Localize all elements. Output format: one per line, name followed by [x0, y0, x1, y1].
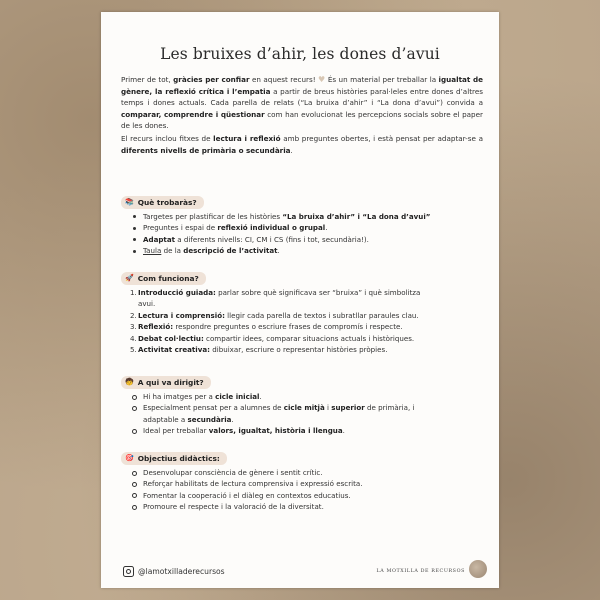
circle-list: [121, 391, 483, 437]
intro-text-run: .: [290, 145, 293, 155]
list-item: [121, 234, 483, 245]
instagram-label: @lamotxilladerecursos: [138, 567, 225, 576]
item-text: .: [342, 426, 345, 436]
section-heading-label: Objectius didàctics:: [137, 454, 220, 463]
item-number: 5.: [130, 345, 137, 355]
intro-text: [121, 74, 483, 157]
item-text: Ideal per treballar: [143, 426, 209, 436]
list-item: [121, 402, 483, 425]
section-com-funciona: [121, 265, 483, 355]
item-bold: valors, igualtat, història i llengua: [208, 426, 343, 436]
intro-text-run: És un material per treballar la: [325, 75, 439, 84]
children-icon: 🧒: [125, 378, 134, 386]
item-text: .: [277, 246, 280, 256]
item-bold: cicle inicial: [215, 392, 260, 401]
item-text: .: [325, 223, 328, 233]
brand-name: LA MOTXILLA DE RECURSOS: [376, 569, 465, 574]
item-bold: Adaptat: [143, 234, 176, 244]
item-text: de primària, i: [364, 403, 415, 413]
list-item: [121, 344, 483, 355]
target-icon: 🎯: [125, 454, 134, 462]
section-heading: [121, 452, 227, 465]
item-text: llegir cada parella de textos i subratllar paraules clau.: [224, 310, 419, 320]
item-bold: cicle mitjà: [283, 403, 325, 413]
section-que-trobaras: [121, 189, 483, 257]
books-icon: 📚: [125, 198, 134, 206]
rocket-icon: 🚀: [125, 274, 134, 282]
item-bold: Debat col·lectiu:: [138, 333, 204, 343]
heart-icon: ♥: [318, 75, 326, 84]
item-bold: Reflexió:: [138, 322, 174, 332]
list-item: [121, 287, 483, 310]
list-item: [121, 321, 483, 332]
list-item: [121, 211, 483, 222]
item-bold: descripció de l’activitat: [183, 246, 278, 256]
intro-text-run: en aquest recurs!: [249, 75, 319, 84]
item-bold: Activitat creativa:: [138, 345, 210, 355]
section-heading-label: A qui va dirigit?: [137, 378, 204, 387]
section-heading: [121, 196, 204, 209]
item-text: compartir idees, comparar situacions actuals i històriques.: [203, 333, 415, 343]
list-item: [121, 310, 483, 321]
intro-bold-run: comparar, comprendre i qüestionar: [121, 109, 265, 119]
list-item: [121, 425, 483, 436]
item-text: de la: [161, 246, 184, 256]
list-item: [121, 245, 483, 256]
intro-bold-run: diferents nivells de primària o secundària: [121, 145, 291, 155]
item-bold: superior: [331, 403, 365, 413]
section-a-qui-va-dirigit: [121, 369, 483, 437]
item-number: 4.: [130, 333, 137, 343]
circle-list: [121, 467, 483, 513]
item-text: i: [324, 403, 332, 413]
page-title: Les bruixes d’ahir, les dones d’avui: [160, 45, 440, 63]
item-text: Preguntes i espai de: [143, 223, 218, 233]
item-text: parlar sobre què significava ser “bruixa” i què simbolitza: [215, 288, 421, 297]
intro-text-run: a partir de breus històries paral·leles entre dones d’altres temps i dones actuals. Cada parella de relats (“La bruixa d’ahir” i “La dona d’avui”) convida a: [121, 86, 483, 108]
intro-text-run: Primer de tot,: [121, 75, 174, 84]
item-text: .: [231, 414, 234, 424]
item-number: 2.: [130, 310, 137, 320]
item-text: Hi ha imatges per a: [143, 392, 216, 401]
list-item: Promoure el respecte i la valoració de la diversitat.: [121, 501, 483, 512]
list-item: [121, 391, 483, 402]
item-text: a diferents nivells: CI, CM i CS (fins i tot, secundària!).: [175, 234, 369, 244]
section-heading: [121, 376, 211, 389]
brand-logo-icon: [469, 560, 487, 578]
item-text: adaptable a: [143, 414, 188, 424]
item-text: .: [259, 392, 262, 401]
item-underlined: Taula: [143, 246, 162, 256]
item-bold: “La bruixa d’ahir” i “La dona d’avui”: [282, 212, 431, 221]
section-objectius-didactics: [121, 445, 483, 513]
item-text: respondre preguntes o escriure frases de compromís i respecte.: [173, 322, 403, 332]
instagram-handle[interactable]: [123, 566, 225, 577]
item-bold: reflexió individual o grupal: [217, 223, 326, 233]
intro-bold-run: gràcies per confiar: [173, 75, 250, 84]
list-item: [121, 333, 483, 344]
list-item: Desenvolupar consciència de gènere i sentit crític.: [121, 467, 483, 478]
intro-text-run: El recurs inclou fitxes de: [121, 133, 214, 143]
document-page: [101, 12, 499, 588]
intro-paragraph-1: [121, 74, 483, 132]
bullet-list: [121, 211, 483, 257]
section-heading-label: Què trobaràs?: [137, 198, 197, 207]
intro-bold-run: igualtat de gènere, la reflexió crítica i l’empatia: [121, 75, 483, 96]
item-number: 3.: [130, 322, 137, 332]
intro-bold-run: lectura i reflexió: [213, 133, 281, 143]
item-text: Targetes per plastificar de les històries: [143, 212, 283, 221]
section-heading: [121, 272, 206, 285]
section-heading-label: Com funciona?: [137, 274, 199, 283]
item-bold: secundària: [187, 414, 232, 424]
list-item: Fomentar la cooperació i el diàleg en contextos educatius.: [121, 490, 483, 501]
instagram-icon: [123, 566, 134, 577]
item-text: Especialment pensat per a alumnes de: [143, 403, 284, 413]
list-item: Reforçar habilitats de lectura comprensiva i expressió escrita.: [121, 478, 483, 489]
intro-paragraph-2: [121, 133, 483, 156]
intro-text-run: com han evolucionat les percepcions socials sobre el paper de les dones.: [121, 109, 483, 131]
item-bold: Introducció guiada:: [138, 288, 216, 297]
item-text: dibuixar, escriure o representar històries pròpies.: [209, 345, 388, 355]
intro-text-run: amb preguntes obertes, i està pensat per adaptar-se a: [280, 133, 483, 143]
item-bold: Lectura i comprensió:: [138, 310, 225, 320]
item-text: avui.: [138, 299, 156, 309]
numbered-list: [121, 287, 483, 355]
item-number: 1.: [130, 288, 137, 297]
list-item: [121, 222, 483, 233]
